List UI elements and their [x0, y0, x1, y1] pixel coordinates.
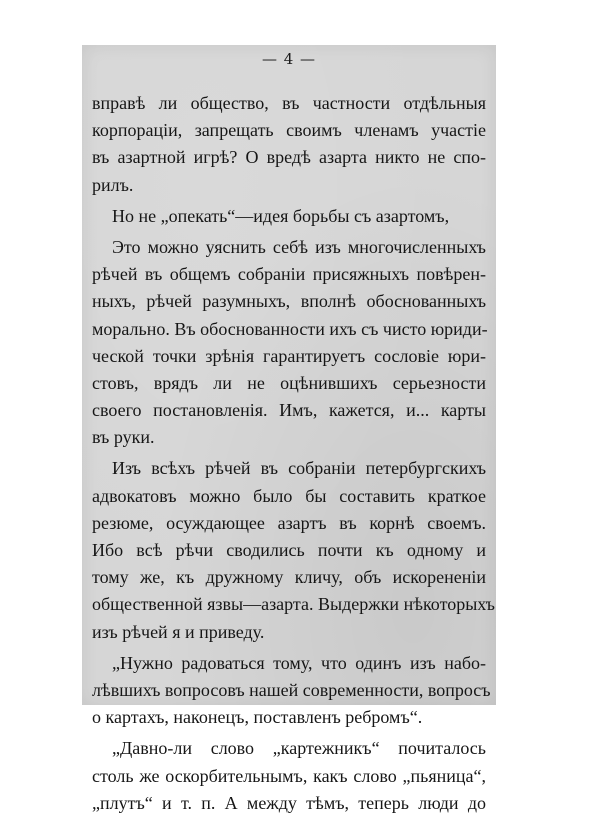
text-line: лѣвшихъ вопросовъ нашей современности, вопросъ [92, 679, 491, 700]
text-line: корпораціи, запрещать своимъ членамъ участіе [92, 120, 486, 141]
text-line: „Давно-ли слово „картежникъ“ почиталось [112, 738, 486, 759]
text-line: столь же оскорбительнымъ, какъ слово „пьяница“, [92, 765, 486, 786]
text-line: рѣчей въ общемъ собраніи присяжныхъ повѣрен- [92, 264, 486, 285]
text-line: адвокатовъ можно было бы составить краткое [92, 485, 486, 506]
text-line: Это можно уяснить себѣ изъ многочисленныхъ [112, 236, 486, 257]
text-line: Изъ всѣхъ рѣчей въ собраніи петербургскихъ [112, 458, 486, 479]
page-body [92, 90, 495, 817]
text-line: Но не „опекать“—идея борьбы съ азартомъ, [112, 205, 450, 226]
text-line: тому же, къ дружному кличу, объ искорененіи [92, 567, 486, 588]
text-line: рилъ. [92, 174, 134, 195]
text-line: Ибо всѣ рѣчи сводились почти къ одному и [92, 540, 486, 560]
scanned-page [82, 45, 496, 813]
paragraph-5 [92, 650, 491, 732]
text-line: „плутъ“ и т. п. А между тѣмъ, теперь люди до [92, 792, 486, 813]
text-line: о картахъ, наконецъ, поставленъ ребромъ“. [92, 707, 423, 728]
text-line: своего постановленія. Имъ, кажется, и... карты [92, 400, 486, 421]
paragraph-2 [92, 203, 486, 230]
text-line: вправѣ ли общество, въ частности отдѣльныя [92, 93, 486, 113]
text-line: морально. Въ обоснованности ихъ съ чисто юриди- [92, 318, 488, 339]
text-line: ныхъ, рѣчей разумныхъ, вполнѣ обоснованныхъ [92, 291, 486, 312]
text-line: стовъ, врядъ ли не оцѣнившихъ серьезности [92, 372, 486, 393]
text-line: изъ рѣчей я и приведу. [92, 621, 265, 642]
text-line: въ азартной игрѣ? О вредѣ азарта никто не спо- [92, 147, 486, 168]
paragraph-6 [92, 735, 486, 817]
text-line: „Нужно радоваться тому, что одинъ изъ набо- [112, 652, 486, 673]
paragraph-3 [92, 234, 486, 452]
text-line: въ руки. [92, 427, 155, 448]
paragraph-1 [92, 90, 486, 199]
text-line: общественной язвы—азарта. Выдержки нѣкоторыхъ [92, 594, 495, 615]
text-line: ческой точки зрѣнія гарантируетъ сословіе юри- [92, 345, 486, 366]
page-number: — 4 — [261, 50, 317, 68]
paragraph-4 [92, 455, 495, 645]
text-line: резюме, осуждающее азартъ въ корнѣ своемъ. [92, 512, 486, 533]
